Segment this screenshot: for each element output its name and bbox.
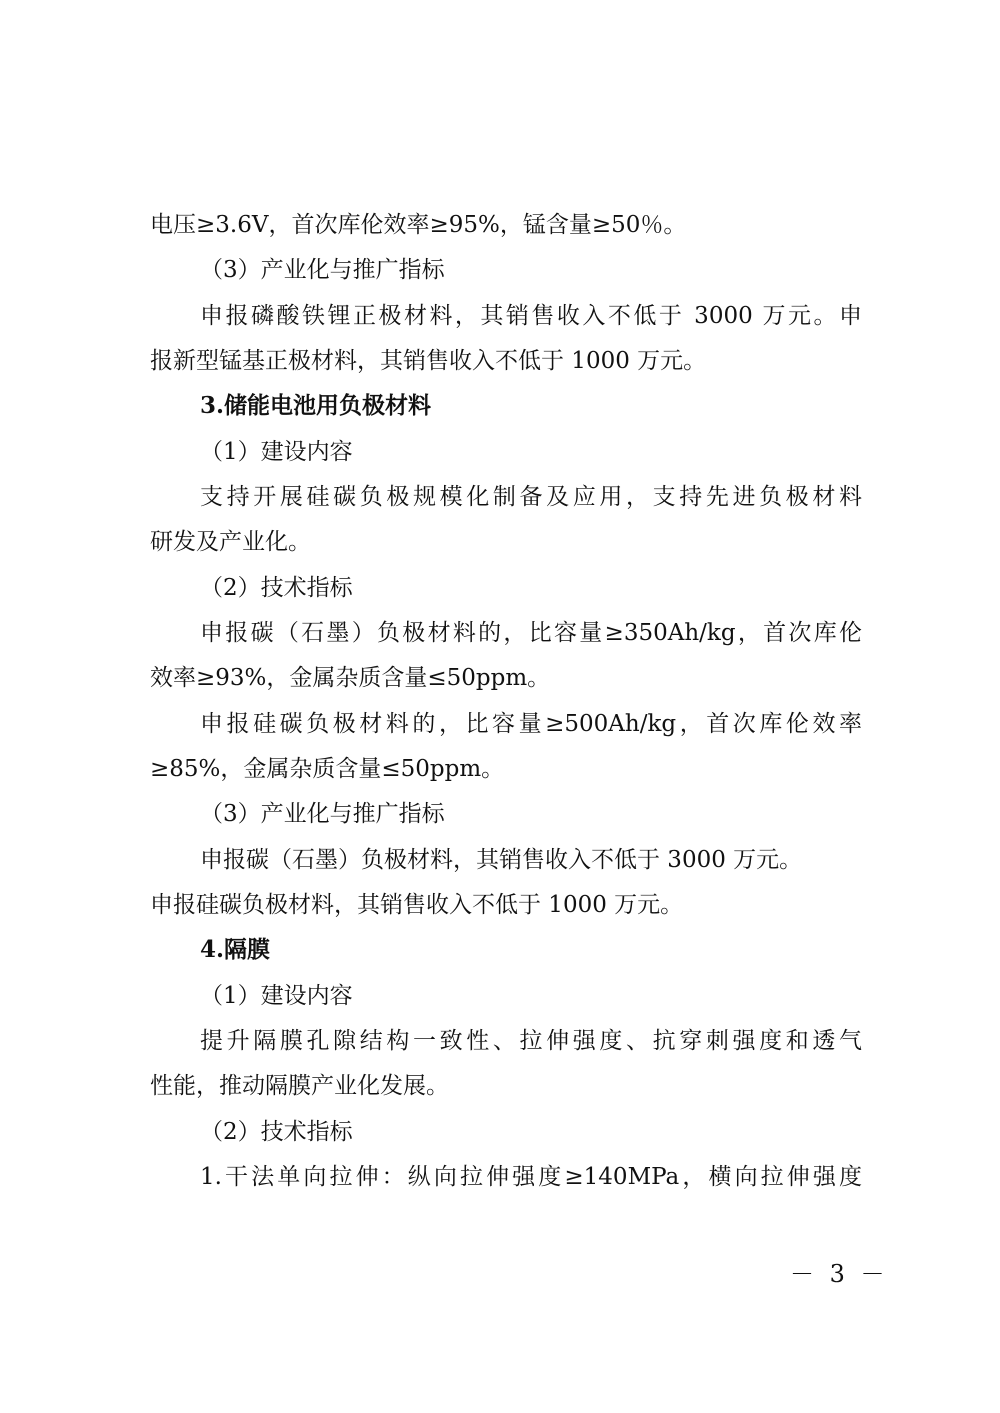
paragraph-line: 申报磷酸铁锂正极材料，其销售收入不低于 3000 万元。申 <box>200 303 862 329</box>
paragraph-line: 申报硅碳负极材料，其销售收入不低于 1000 万元。 <box>150 892 684 918</box>
paragraph-line: 效率≥93%，金属杂质含量≤50ppm。 <box>150 665 551 691</box>
paragraph-line: 申报硅碳负极材料的，比容量≥500Ah/kg，首次库伦效率 <box>200 711 862 737</box>
paragraph-line: 申报碳（石墨）负极材料的，比容量≥350Ah/kg，首次库伦 <box>200 620 862 646</box>
paragraph-line: 支持开展硅碳负极规模化制备及应用，支持先进负极材料 <box>200 484 862 510</box>
section-heading: 3.储能电池用负极材料 <box>200 392 432 419</box>
page-number: － 3 － <box>790 1260 889 1288</box>
paragraph-line: 电压≥3.6V，首次库伦效率≥95%，锰含量≥50％。 <box>150 212 687 238</box>
subsection-heading: （3）产业化与推广指标 <box>200 257 445 283</box>
paragraph-line: ≥85%，金属杂质含量≤50ppm。 <box>150 756 505 782</box>
paragraph-line: 性能，推动隔膜产业化发展。 <box>150 1073 449 1099</box>
subsection-heading: （2）技术指标 <box>200 575 353 601</box>
subsection-heading: （2）技术指标 <box>200 1119 353 1145</box>
subsection-heading: （1）建设内容 <box>200 983 353 1009</box>
section-heading: 4.隔膜 <box>200 936 271 963</box>
paragraph-line: 1.干法单向拉伸：纵向拉伸强度≥140MPa，横向拉伸强度 <box>200 1164 862 1190</box>
paragraph-line: 报新型锰基正极材料，其销售收入不低于 1000 万元。 <box>150 348 707 374</box>
subsection-heading: （3）产业化与推广指标 <box>200 801 445 827</box>
paragraph-line: 研发及产业化。 <box>150 529 311 555</box>
paragraph-line: 提升隔膜孔隙结构一致性、拉伸强度、抗穿刺强度和透气 <box>200 1028 862 1054</box>
paragraph-line: 申报碳（石墨）负极材料，其销售收入不低于 3000 万元。 <box>200 847 803 873</box>
subsection-heading: （1）建设内容 <box>200 439 353 465</box>
